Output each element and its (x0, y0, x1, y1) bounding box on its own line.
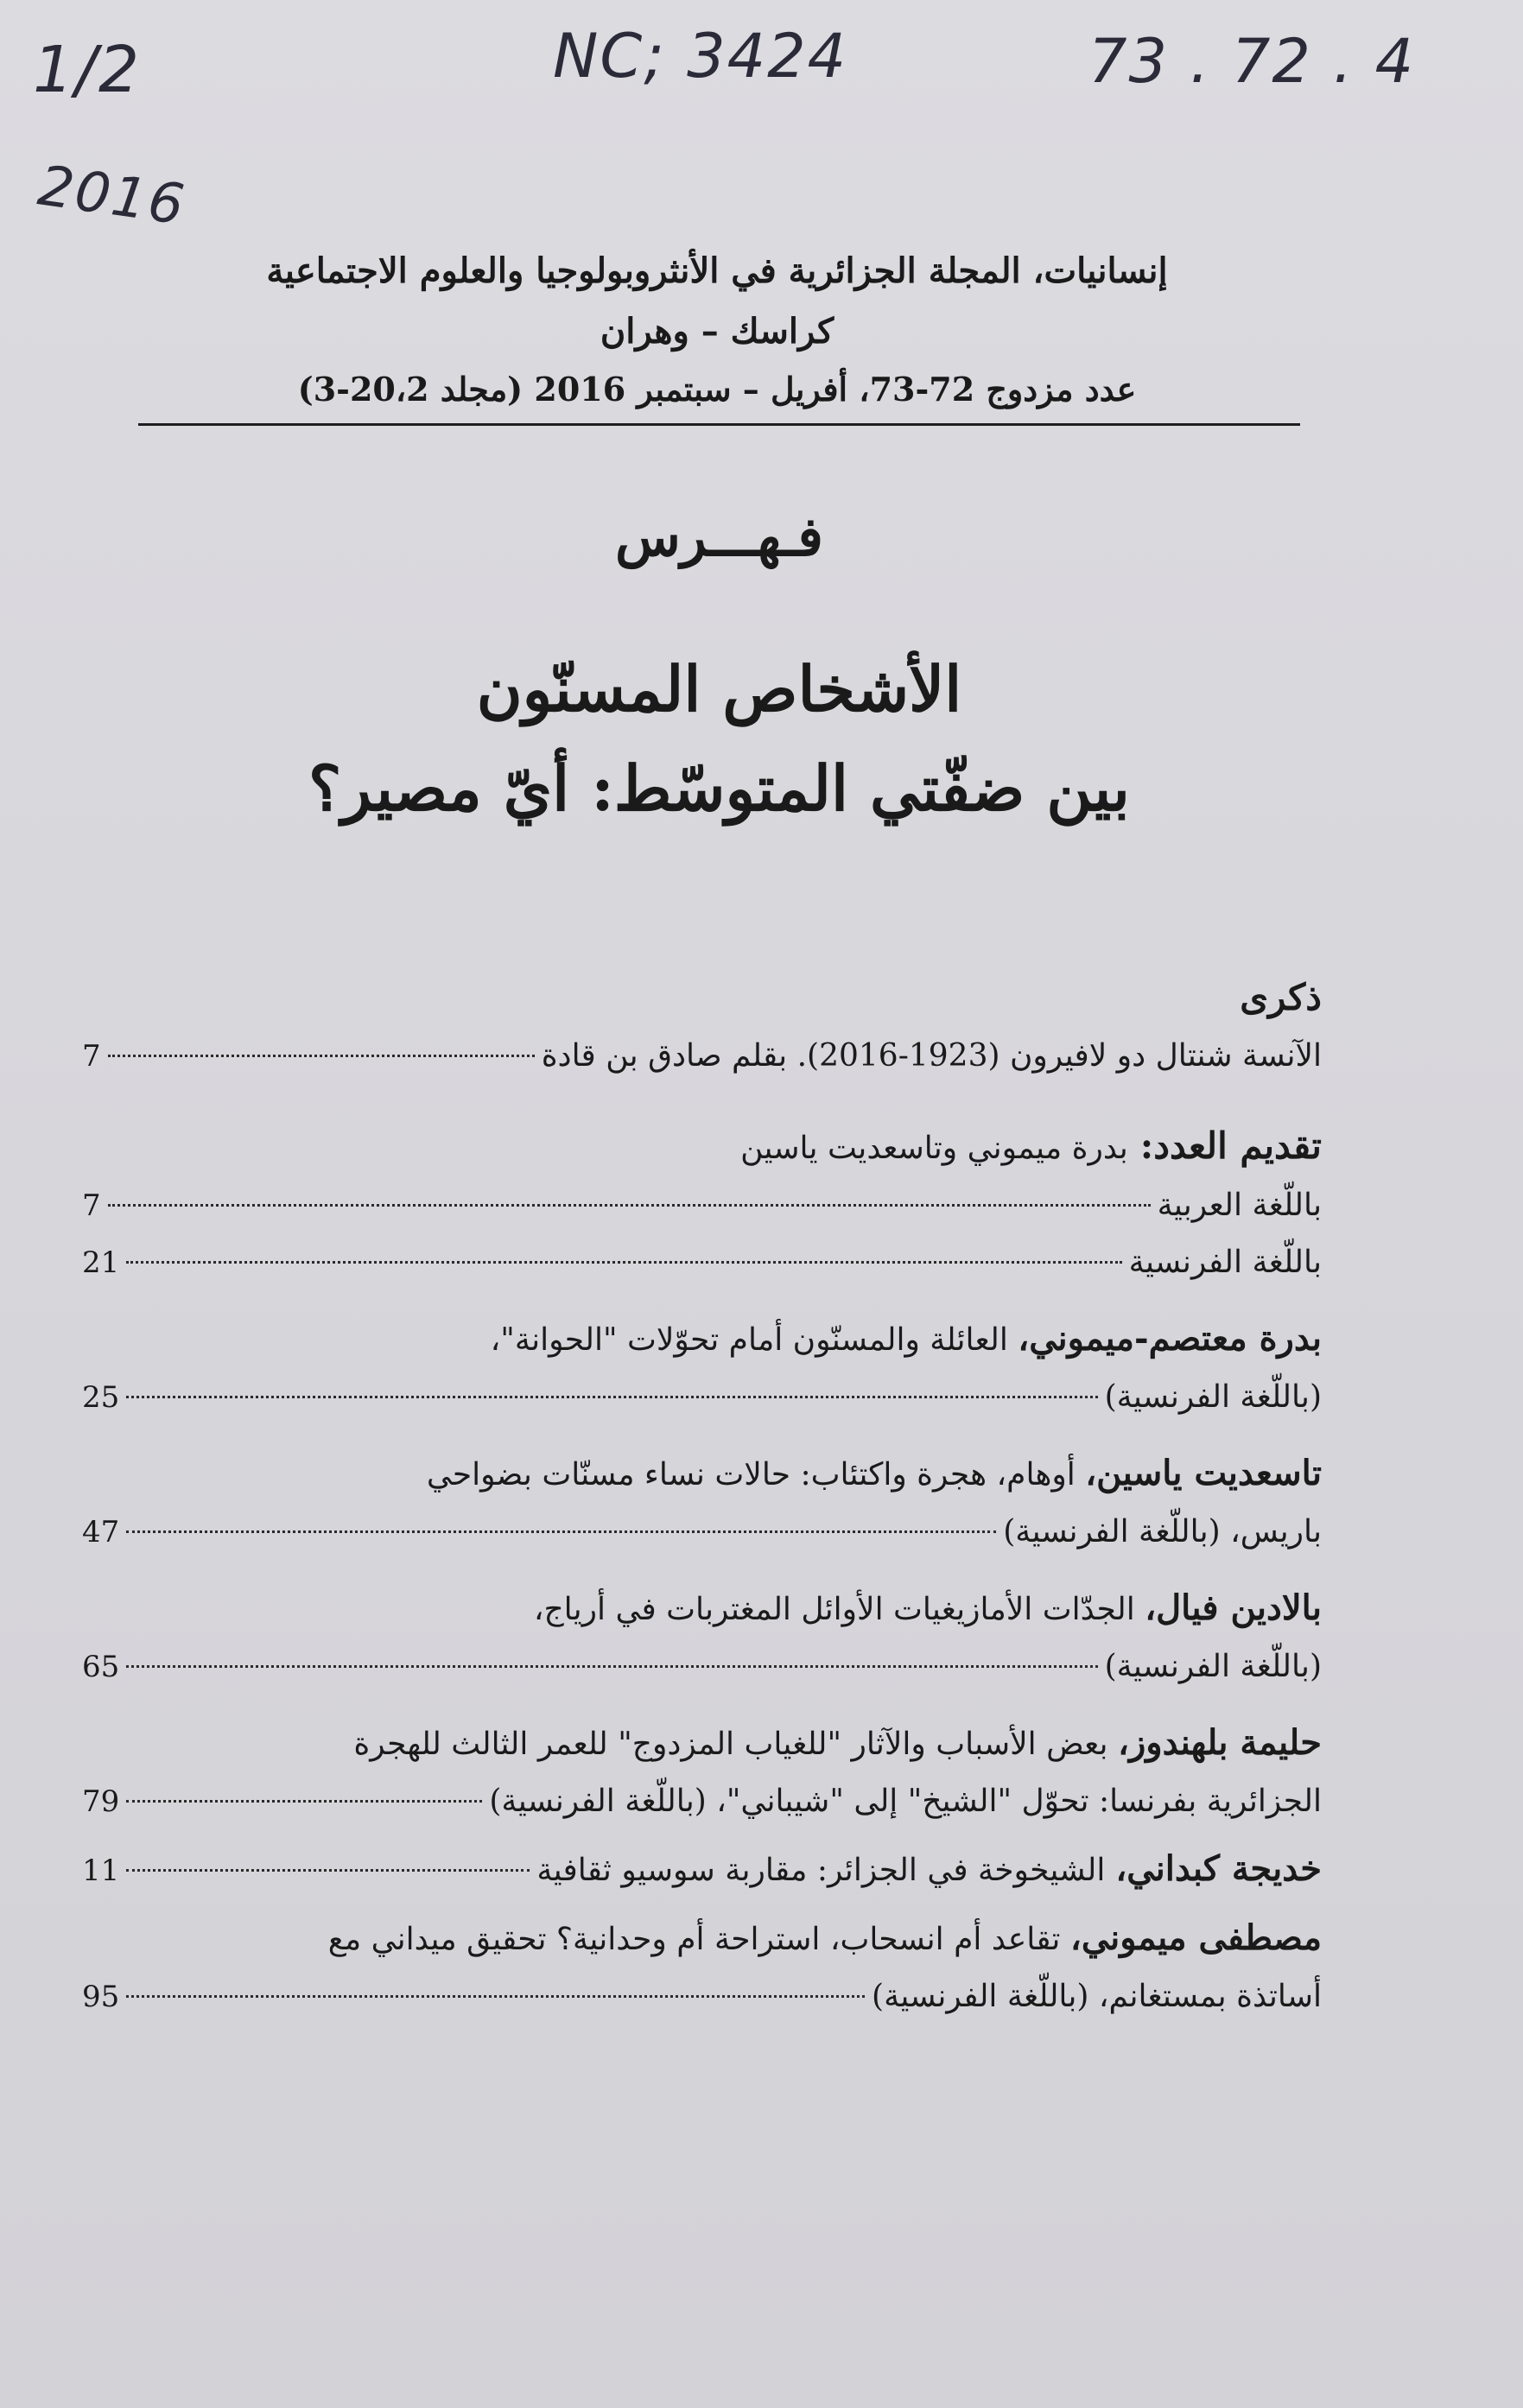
toc-article (82, 1910, 1322, 2025)
journal-name: إنسانيات، المجلة الجزائرية في الأنثروبولوجيا والعلوم الاجتماعية (266, 250, 1168, 291)
dossier-title-line1: الأشخاص المسنّون (476, 652, 962, 726)
page-number: 7 (82, 1188, 101, 1223)
article-title: تقاعد أم انسحاب، استراحة أم وحدانية؟ تحقيق ميداني مع (327, 1922, 1061, 1957)
article-author: بالادين فيال، (1145, 1587, 1322, 1628)
page-number: 7 (82, 1039, 101, 1074)
toc-entry (82, 1028, 1322, 1085)
dot-leader (126, 1396, 1097, 1398)
page-number: 47 (82, 1515, 120, 1549)
toc-article (82, 1580, 1322, 1695)
article-author: خديجة كبداني، (1115, 1848, 1322, 1889)
toc-entry (82, 1116, 1322, 1177)
page-number: 25 (82, 1380, 120, 1415)
article-title: أوهام، هجرة واكتئاب: حالات نساء مسنّات بضواحي (426, 1457, 1076, 1492)
dot-leader (126, 1995, 865, 1998)
toc-entry (82, 1773, 1322, 1830)
article-author: تاسعديت ياسين، (1085, 1453, 1322, 1493)
toc-entry (82, 1841, 1322, 1899)
article-first-line (82, 1714, 1322, 1773)
article-first-line (82, 1580, 1322, 1638)
entry-text: (باللّغة الفرنسية) (1104, 1379, 1322, 1415)
handwritten-year: 2016 (34, 154, 190, 238)
toc-entry (82, 1177, 1322, 1234)
dot-leader (126, 1665, 1097, 1668)
publisher-city: كراسك – وهران (600, 311, 834, 352)
article-title: الشيخوخة في الجزائر: مقاربة سوسيو ثقافية (536, 1853, 1106, 1888)
toc-entry (82, 1638, 1322, 1695)
article-author: مصطفى ميموني، (1069, 1917, 1322, 1958)
table-of-contents (82, 967, 1322, 2025)
entry-text: باللّغة الفرنسية (1128, 1245, 1322, 1280)
dot-leader (108, 1204, 1151, 1207)
handwritten-shelf-code: 73 . 72 . 4 (1088, 26, 1416, 97)
page-number: 79 (82, 1784, 120, 1819)
article-title: العائلة والمسنّون أمام تحوّلات "الحوانة"، (490, 1322, 1008, 1358)
toc-entry (82, 1504, 1322, 1561)
article-title: الجدّات الأمازيغيات الأوائل المغتربات في أرياج، (533, 1592, 1135, 1627)
entry-authors: بدرة ميموني وتاسعديت ياسين (740, 1131, 1128, 1166)
article-first-line (82, 1310, 1322, 1369)
toc-article (82, 1841, 1322, 1899)
entry-text: الجزائرية بفرنسا: تحوّل "الشيخ" إلى "شيباني"، (باللّغة الفرنسية) (489, 1784, 1322, 1819)
entry-text: باريس، (باللّغة الفرنسية) (1003, 1514, 1322, 1549)
section-heading: تقديم العدد: (1139, 1125, 1322, 1167)
section-heading: ذكرى (1240, 976, 1322, 1018)
header-rule (138, 423, 1300, 426)
article-author: حليمة بلهندوز، (1118, 1722, 1322, 1763)
article-author: بدرة معتصم-ميموني، (1018, 1318, 1322, 1359)
toc-entry (82, 1968, 1322, 2025)
handwritten-top-left: 1/2 (33, 33, 142, 107)
entry-text: (باللّغة الفرنسية) (1104, 1649, 1322, 1684)
dot-leader (126, 1869, 530, 1872)
article-first-line (82, 1910, 1322, 1968)
handwritten-catalog-number: NC; 3424 (553, 21, 848, 92)
entry-text: باللّغة العربية (1157, 1188, 1322, 1223)
article-first-line (82, 1445, 1322, 1504)
issue-info: عدد مزدوج 72-73، أفريل – سبتمبر 2016 (مجلد 20،2-3) (297, 370, 1137, 409)
article-title: بعض الأسباب والآثار "للغياب المزدوج" للعمر الثالث للهجرة (353, 1727, 1108, 1762)
entry-text: الآنسة شنتال دو لافيرون (1923-2016). بقلم صادق بن قادة (541, 1038, 1322, 1074)
dot-leader (126, 1800, 482, 1803)
dot-leader (126, 1261, 1121, 1264)
page-number: 95 (82, 1980, 120, 2014)
dot-leader (108, 1055, 535, 1057)
toc-article (82, 1445, 1322, 1561)
entry-text: أساتذة بمستغانم، (باللّغة الفرنسية) (872, 1979, 1322, 2014)
dot-leader (126, 1530, 996, 1533)
toc-article (82, 1310, 1322, 1426)
toc-entry (82, 1369, 1322, 1426)
toc-article (82, 1714, 1322, 1830)
page-number: 11 (82, 1854, 120, 1888)
index-title: فـهـــرس (615, 505, 823, 568)
page-number: 21 (82, 1245, 120, 1280)
toc-section-memorial (82, 967, 1322, 1085)
dossier-title-line2: بين ضفّتي المتوسّط: أيّ مصير؟ (308, 751, 1130, 825)
page-number: 65 (82, 1650, 120, 1684)
toc-entry (82, 1234, 1322, 1291)
toc-section-presentation (82, 1116, 1322, 1291)
